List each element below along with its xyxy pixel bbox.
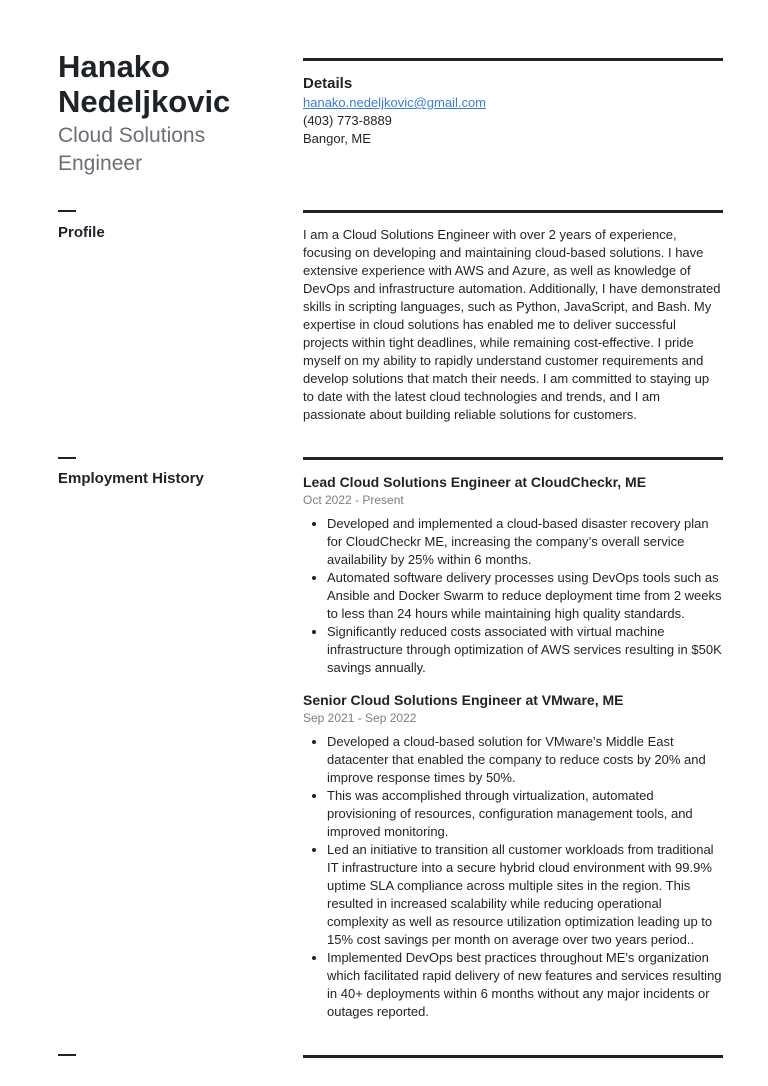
job-dates: Sep 2021 - Sep 2022 bbox=[303, 711, 417, 725]
details-heading: Details bbox=[303, 75, 353, 92]
profile-text: I am a Cloud Solutions Engineer with over 2 years of experience, focusing on developing and maintaining cloud-based solutions. I have extensive experience with AWS and Azure, as well as knowledge of DevOps and infrastructure automation. Additionally, I have demonstrated skills in scripting languages, such as Python, JavaScript, and Bash. My expertise in cloud solutions has enabled me to deliver successful projects within tight deadlines, while remaining cost-effective. I pride myself on my ability to rapidly understand customer requirements and develop solutions that match their needs. I am committed to staying up to date with the latest cloud technologies and trends, and I am passionate about building reliable solutions for customers. bbox=[303, 227, 721, 422]
job-title: Lead Cloud Solutions Engineer at CloudCheckr, ME bbox=[303, 474, 647, 490]
job-bullet-list bbox=[303, 515, 723, 677]
job-title: Senior Cloud Solutions Engineer at VMware, ME bbox=[303, 692, 624, 708]
job-bullet: • Developed and implemented a cloud-based disaster recovery plan for CloudCheckr ME, increasing the company’s overall service availability by 25% within 6 months. bbox=[327, 515, 723, 569]
job-dates: Oct 2022 - Present bbox=[303, 493, 404, 507]
employment-short-divider bbox=[58, 457, 76, 459]
job-bullet-list bbox=[303, 733, 723, 1021]
details-section bbox=[303, 75, 723, 148]
candidate-first-name: Hanako bbox=[58, 49, 170, 84]
employment-divider bbox=[303, 457, 723, 460]
profile-short-divider bbox=[58, 210, 76, 212]
job-bullet: • Led an initiative to transition all customer workloads from traditional IT infrastructure into a secure hybrid cloud environment with 99.9% uptime SLA compliance across multiple sites in the region. This resulted in increased scalability while reducing operational complexity as well as resource utilization optimization leading up to 15% cost savings per month on average over two years period.. bbox=[327, 841, 723, 949]
job-bullet: • Implemented DevOps best practices throughout ME's organization which facilitated rapid delivery of new features and services resulting in 40+ deployments within 6 months without any major incidents or outages reported. bbox=[327, 949, 723, 1021]
candidate-title-line1: Cloud Solutions bbox=[58, 124, 206, 147]
job-bullet: • Automated software delivery processes using DevOps tools such as Ansible and Docker Swarm to reduce deployment time from 2 weeks to less than 24 hours while maintaining high quality standards. bbox=[327, 569, 723, 623]
employment-section bbox=[303, 473, 723, 1035]
details-divider bbox=[303, 58, 723, 61]
next-section-divider bbox=[303, 1055, 723, 1058]
email-link[interactable]: hanako.nedeljkovic@gmail.com bbox=[303, 95, 487, 110]
candidate-title bbox=[58, 122, 258, 178]
next-section-short-divider bbox=[58, 1054, 76, 1056]
candidate-title-line2: Engineer bbox=[58, 152, 143, 175]
job-bullet: • This was accomplished through virtualization, automated provisioning of resources, configuration management tools, and improved monitoring. bbox=[327, 787, 723, 841]
phone-number: (403) 773-8889 bbox=[303, 113, 392, 128]
profile-section bbox=[303, 226, 723, 424]
profile-heading: Profile bbox=[58, 224, 105, 241]
location: Bangor, ME bbox=[303, 131, 371, 146]
profile-divider bbox=[303, 210, 723, 213]
employment-heading: Employment History bbox=[58, 470, 204, 487]
job-entry bbox=[303, 691, 723, 1021]
candidate-last-name: Nedeljkovic bbox=[58, 84, 231, 119]
job-bullet: • Significantly reduced costs associated with virtual machine infrastructure through optimization of AWS services resulting in $50K savings annually. bbox=[327, 623, 723, 677]
job-bullet: • Developed a cloud-based solution for VMware’s Middle East datacenter that enabled the company to reduce costs by 20% and improve response times by 50%. bbox=[327, 733, 723, 787]
job-entry bbox=[303, 473, 723, 677]
resume-header bbox=[58, 49, 258, 178]
